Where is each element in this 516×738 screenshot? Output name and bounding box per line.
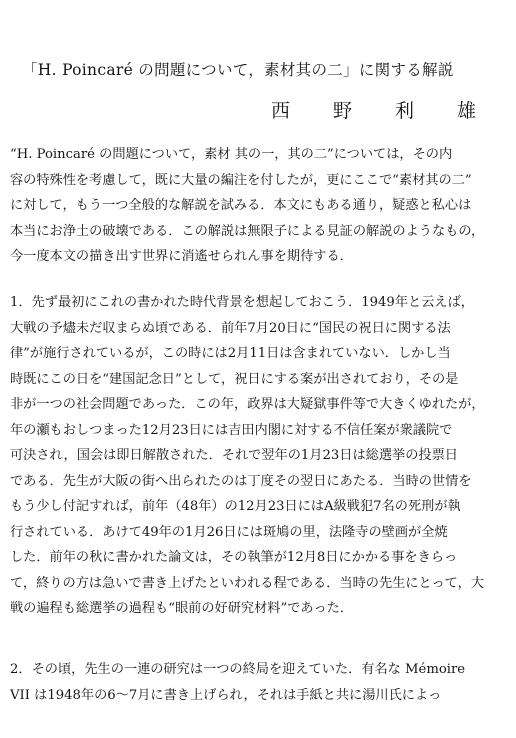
text-line: 年の瀬もおしつまった12月23日には吉田内閣に対する不信任案が衆議院で [10,422,453,438]
text-line: に対して，もう一つ全般的な解説を試みる．本文にもある通り，疑惑と私心は [10,198,472,213]
text-line: て，終りの方は急いで書き上げたといわれる程である．当時の先生にとって，大 [10,575,484,591]
text-line: VII は1948年の6～7月に書き上げられ，それは手紙と共に湯川氏によっ [10,687,442,703]
text-line: 2．その頃，先生の一連の研究は一つの終局を迎えていた．有名な Mémoire [10,662,466,677]
text-line: 大戦の予燼未だ収まらぬ頃である．前年7月20日に“国民の祝日に関する法 [10,320,451,336]
text-line: 本当にお浄土の破壊である．この解説は無限子による見証の解説のようなもの， [10,223,485,239]
paragraph-section-1 [10,290,506,622]
text-line: 律”が施行されているが，この時には2月11日は含まれていない．しかし当 [10,346,451,361]
text-line: もう少し付記すれば，前年（48年）の12月23日にはA級戦犯7名の死刑が執 [10,499,461,514]
text-line: “H. Poincaré の問題について，素材 其の一，其の二”については，その内 [10,147,453,162]
paragraph-section-2 [10,657,506,708]
text-line: 戦の遍程も総選挙の過程も“眼前の好研究材料”であった． [10,601,354,616]
text-line: 行されている．あけて49年の1月26日には斑鳩の里，法隆寺の壁画が全焼 [10,524,448,540]
text-line: 非が一つの社会問題であった．この年，政界は大疑獄事件等で大きくゆれたが， [10,397,485,412]
text-line: である．先生が大阪の街へ出られたのは丁度その翌日にあたる．当時の世情を [10,473,472,489]
text-line: 容の特殊性を考慮して，既に大量の編注を付したが，更にここで“素材其の二” [10,172,472,188]
text-line: 時既にこの日を“建国記念日”として，祝日にする案が出されており，その是 [10,371,459,387]
paragraph-intro [10,142,506,270]
author-name: 西 野 利 雄 [270,100,488,122]
text-line: 1．先ず最初にこれの書かれた時代背景を想起しておこう．1949年と云えば， [10,295,474,310]
text-line: した．前年の秋に書かれた論文は，その執筆が12月8日にかかる事をきらっ [10,550,458,565]
text-line: 今一度本文の描き出す世界に消遙せられん事を期待する． [10,249,353,264]
document-title: 「H. Poincaré の問題について，素材其の二」に関する解説 [22,61,454,79]
text-line: 可決され，国会は即日解散された．それで翌年の1月23日は総選挙の投票日 [10,448,458,463]
